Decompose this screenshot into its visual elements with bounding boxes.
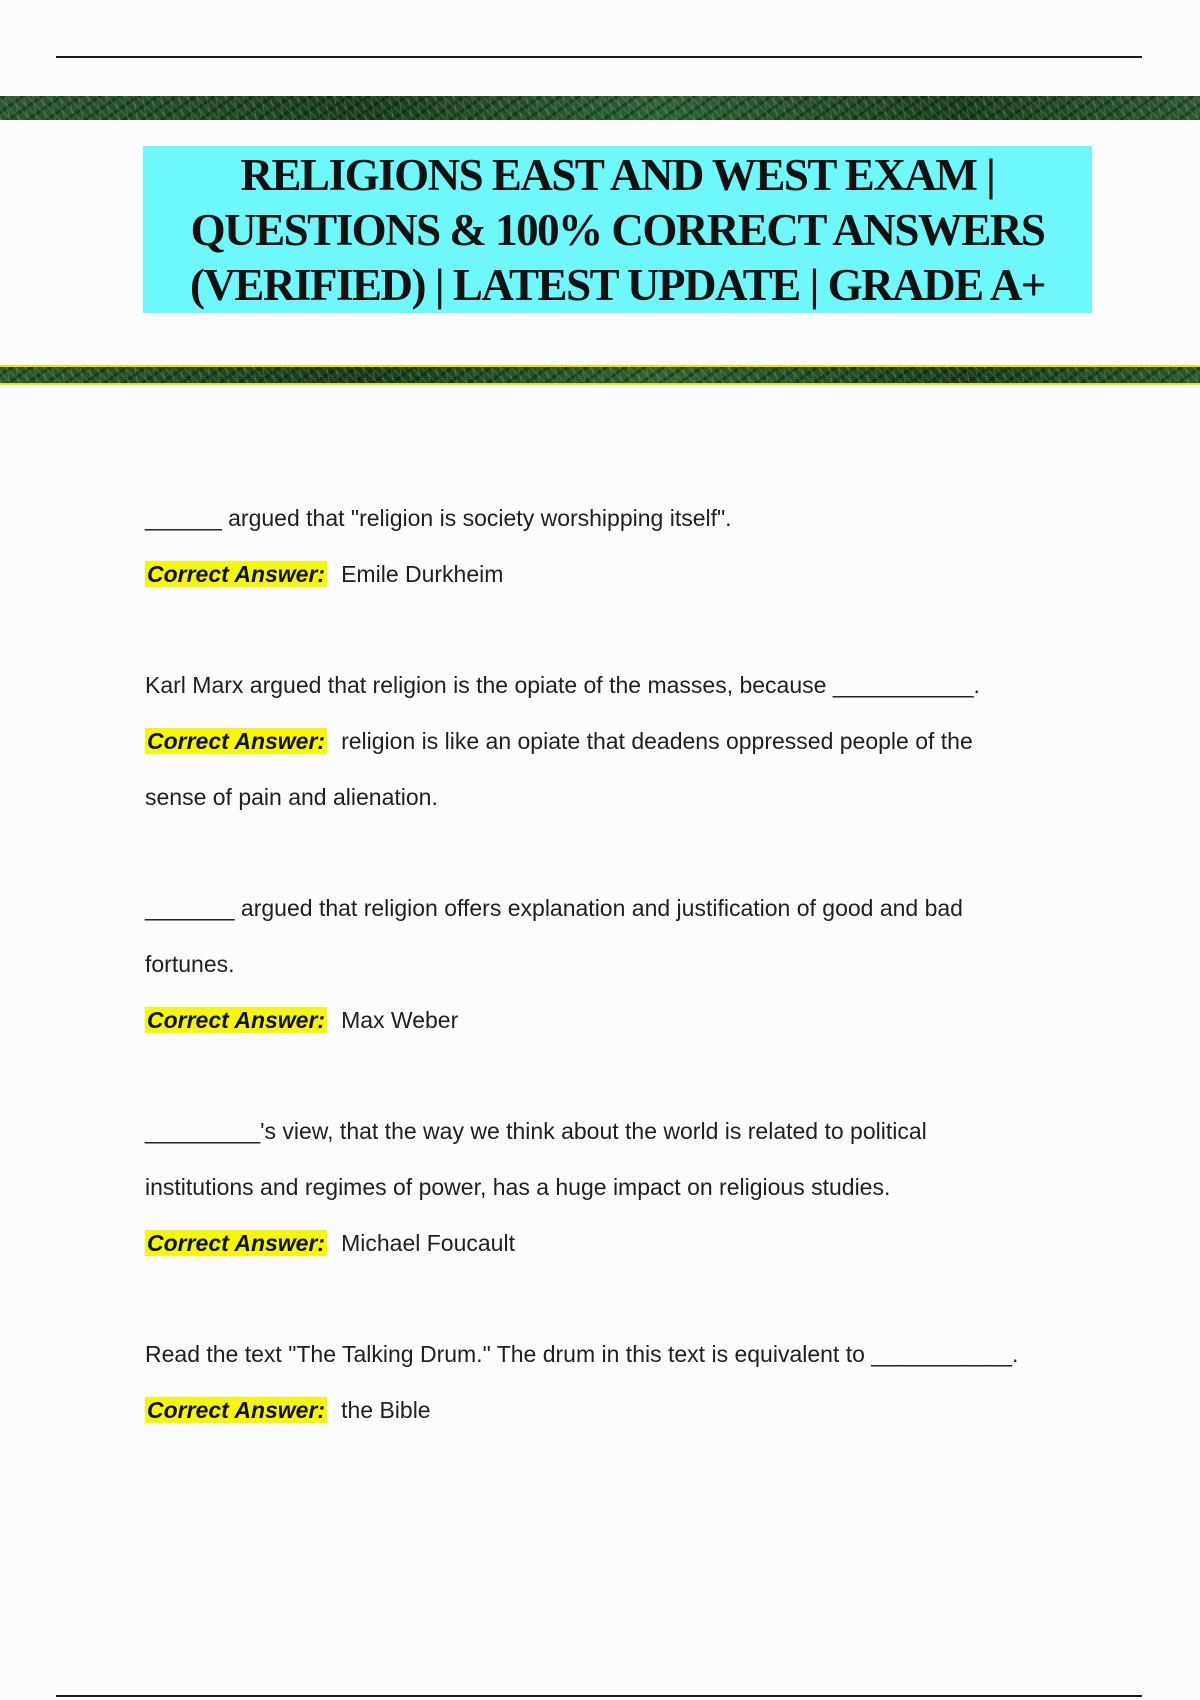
answer-text: religion is like an opiate that deadens oppressed people of the xyxy=(341,728,973,754)
question-text-continued: institutions and regimes of power, has a huge impact on religious studies. xyxy=(145,1174,891,1200)
decorative-band-bottom xyxy=(0,365,1200,385)
answer-label: Correct Answer: xyxy=(147,1397,326,1423)
answer-line xyxy=(145,546,1075,602)
question-text: _________'s view, that the way we think about the world is related to political xyxy=(145,1118,927,1144)
question-text: ______ argued that "religion is society worshipping itself". xyxy=(145,505,732,531)
answer-text: Max Weber xyxy=(341,1007,459,1033)
header-rule xyxy=(56,56,1142,58)
question-item xyxy=(145,880,1075,1048)
question-list xyxy=(145,490,1075,1493)
answer-label: Correct Answer: xyxy=(147,1230,326,1256)
question-text: Read the text "The Talking Drum." The drum in this text is equivalent to ___________. xyxy=(145,1341,1019,1367)
question-item xyxy=(145,1326,1075,1438)
question-item xyxy=(145,1103,1075,1271)
footer-rule xyxy=(56,1695,1142,1697)
answer-text: the Bible xyxy=(341,1397,431,1423)
answer-label: Correct Answer: xyxy=(147,728,326,754)
question-item xyxy=(145,657,1075,825)
title-line: (VERIFIED) | LATEST UPDATE | GRADE A+ xyxy=(189,260,1046,310)
decorative-band-top xyxy=(0,96,1200,120)
question-text-continued: fortunes. xyxy=(145,951,235,977)
document-title xyxy=(143,146,1092,313)
question-text: Karl Marx argued that religion is the opiate of the masses, because ___________. xyxy=(145,672,980,698)
answer-label: Correct Answer: xyxy=(147,561,326,587)
title-line: RELIGIONS EAST AND WEST EXAM | xyxy=(240,150,995,200)
answer-line xyxy=(145,1215,1075,1271)
answer-text: Emile Durkheim xyxy=(341,561,504,587)
answer-text: Michael Foucault xyxy=(341,1230,515,1256)
answer-line xyxy=(145,992,1075,1048)
question-item xyxy=(145,490,1075,602)
answer-label: Correct Answer: xyxy=(147,1007,326,1033)
answer-line xyxy=(145,1382,1075,1438)
answer-line xyxy=(145,713,1075,769)
answer-text-continued: sense of pain and alienation. xyxy=(145,784,438,810)
title-line: QUESTIONS & 100% CORRECT ANSWERS xyxy=(190,205,1045,255)
question-text: _______ argued that religion offers explanation and justification of good and bad xyxy=(145,895,963,921)
